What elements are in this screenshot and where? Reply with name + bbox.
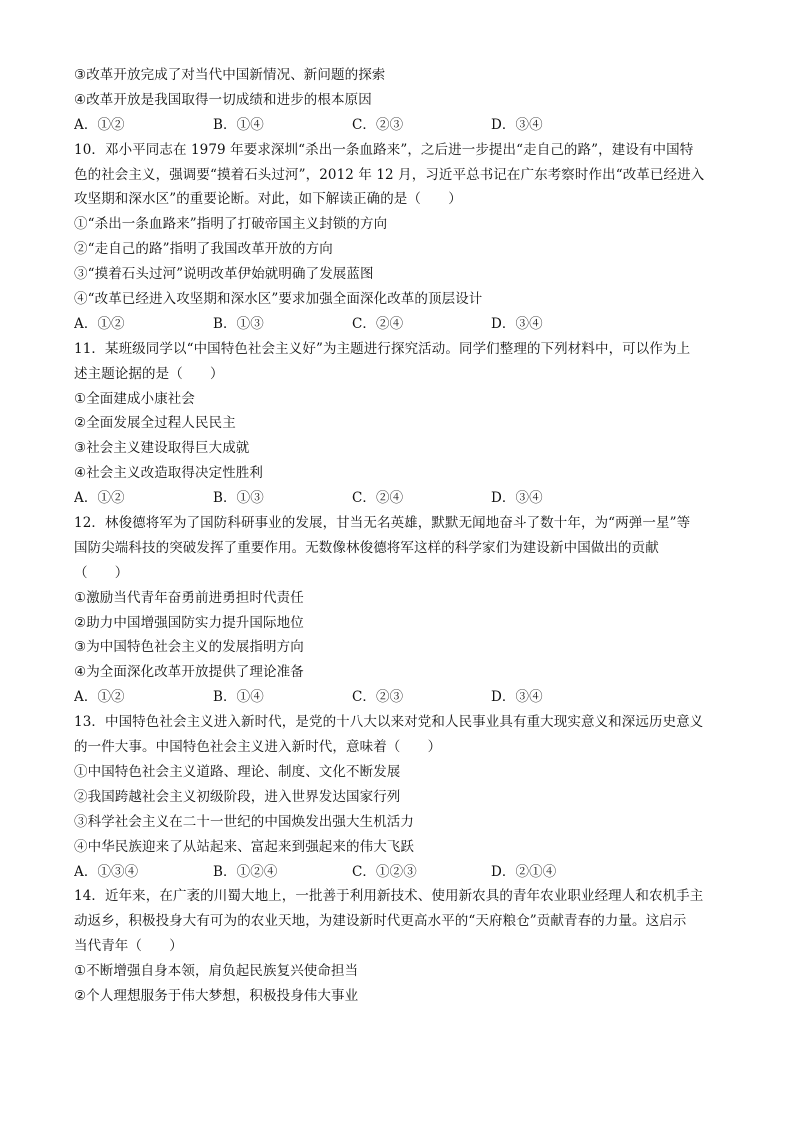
q12-stem-line-2: 国防尖端科技的突破发挥了重要作用。无数像林俊德将军这样的科学家们为建设新中国做出的贡献 xyxy=(74,539,659,556)
q11-item-2: ②全面发展全过程人民民主 xyxy=(74,415,236,432)
q11-options xyxy=(74,486,734,511)
q10-item-1: ①“杀出一条血路来”指明了打破帝国主义封锁的方向 xyxy=(74,216,388,233)
q9-option-a[interactable]: A．①② xyxy=(74,116,125,133)
q13-item-1: ①中国特色社会主义道路、理论、制度、文化不断发展 xyxy=(74,763,401,780)
q13-option-d[interactable]: D．②①④ xyxy=(491,863,557,880)
q11-item-4: ④社会主义改造取得决定性胜利 xyxy=(74,465,264,482)
q14-stem-line-2: 动返乡，积极投身大有可为的农业天地，为建设新时代更高水平的“天府粮仓”贡献青春的力量。这启示 xyxy=(74,913,687,930)
q11-option-d[interactable]: D．③④ xyxy=(491,490,543,507)
q13-option-b[interactable]: B．①②④ xyxy=(213,863,278,880)
q10-stem-line-2: 色的社会主义，强调要“摸着石头过河”，2012 年 12 月，习近平总书记在广东考察时作出“改革已经进入 xyxy=(74,166,705,183)
q9-item-3: ③改革开放完成了对当代中国新情况、新问题的探索 xyxy=(74,67,386,83)
q13-options xyxy=(74,860,734,885)
q12-item-4: ④为全面深化改革开放提供了理论准备 xyxy=(74,664,304,681)
q10-item-2: ②“走自己的路”指明了我国改革开放的方向 xyxy=(74,241,333,258)
q12-item-1: ①激励当代青年奋勇前进勇担时代责任 xyxy=(74,589,304,606)
q11-item-3: ③社会主义建设取得巨大成就 xyxy=(74,440,250,457)
q11-item-1: ①全面建成小康社会 xyxy=(74,390,196,407)
q11-option-a[interactable]: A．①② xyxy=(74,490,125,507)
q10-option-d[interactable]: D．③④ xyxy=(491,315,543,332)
q13-option-c[interactable]: C．①②③ xyxy=(352,863,417,880)
q12-option-d[interactable]: D．③④ xyxy=(491,689,543,706)
q12-option-a[interactable]: A．①② xyxy=(74,689,125,706)
q9-option-d[interactable]: D．③④ xyxy=(491,116,543,133)
q10-option-c[interactable]: C．②④ xyxy=(352,315,404,332)
q9-option-c[interactable]: C．②③ xyxy=(352,116,404,133)
q12-item-3: ③为中国特色社会主义的发展指明方向 xyxy=(74,639,304,656)
q13-option-a[interactable]: A．①③④ xyxy=(74,863,139,880)
q13-item-4: ④中华民族迎来了从站起来、富起来到强起来的伟大飞跃 xyxy=(74,838,414,855)
q14-stem-line-1: 14．近年来，在广袤的川蜀大地上，一批善于利用新技术、使用新农具的青年农业职业经理人和农机手主 xyxy=(74,888,704,905)
q11-option-b[interactable]: B．①③ xyxy=(213,490,264,507)
q13-item-3: ③科学社会主义在二十一世纪的中国焕发出强大生机活力 xyxy=(74,813,414,830)
q13-stem-line-2: 的一件大事。中国特色社会主义进入新时代，意味着（ ） xyxy=(74,739,442,756)
q11-stem-line-1: 11．某班级同学以“中国特色社会主义好”为主题进行探究活动。同学们整理的下列材料中，可以作为上 xyxy=(74,340,691,357)
q11-option-c[interactable]: C．②④ xyxy=(352,490,404,507)
q12-item-2: ②助力中国增强国防实力提升国际地位 xyxy=(74,614,304,631)
q12-option-c[interactable]: C．②③ xyxy=(352,689,404,706)
q11-stem-line-2: 述主题论据的是（ ） xyxy=(74,365,224,382)
q14-item-1: ①不断增强自身本领，肩负起民族复兴使命担当 xyxy=(74,963,359,980)
q9-options xyxy=(74,113,734,138)
q12-stem-line-1: 12．林俊德将军为了国防科研事业的发展，甘当无名英雄，默默无闻地奋斗了数十年，为“两弹一星”等 xyxy=(74,515,691,532)
q10-option-b[interactable]: B．①③ xyxy=(213,315,264,332)
q9-item-4: ④改革开放是我国取得一切成绩和进步的根本原因 xyxy=(74,91,372,108)
q12-options xyxy=(74,685,734,710)
q10-option-a[interactable]: A．①② xyxy=(74,315,125,332)
q10-stem-line-1: 10．邓小平同志在 1979 年要求深圳“杀出一条血路来”，之后进一步提出“走自己的路”，建设有中国特 xyxy=(74,141,694,158)
q9-option-b[interactable]: B．①④ xyxy=(213,116,264,133)
q10-stem-line-3: 攻坚期和深水区”的重要论断。对此，如下解读正确的是（ ） xyxy=(74,191,462,208)
q12-option-b[interactable]: B．①④ xyxy=(213,689,264,706)
q10-item-4: ④“改革已经进入攻坚期和深水区”要求加强全面深化改革的顶层设计 xyxy=(74,291,483,308)
q10-options xyxy=(74,312,734,337)
q13-item-2: ②我国跨越社会主义初级阶段，进入世界发达国家行列 xyxy=(74,788,401,805)
q14-item-2: ②个人理想服务于伟大梦想，积极投身伟大事业 xyxy=(74,987,359,1004)
q12-stem-line-3: （ ） xyxy=(74,564,129,581)
q10-item-3: ③“摸着石头过河”说明改革伊始就明确了发展蓝图 xyxy=(74,266,374,283)
q14-stem-line-3: 当代青年（ ） xyxy=(74,938,183,955)
q13-stem-line-1: 13．中国特色社会主义进入新时代，是党的十八大以来对党和人民事业具有重大现实意义和深远历史意义 xyxy=(74,714,704,731)
